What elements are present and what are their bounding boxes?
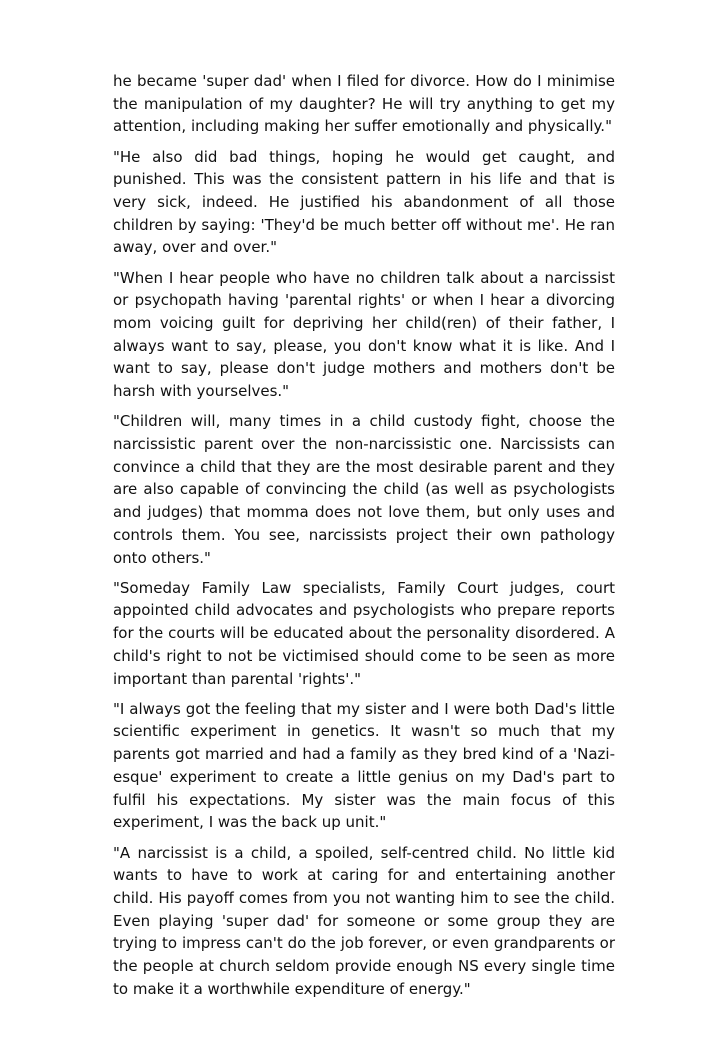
paragraph-6: "I always got the feeling that my sister and I were both Dad's little scientific experiment in genetics. It wasn't so much that my parents got married and had a family as they bred kind of a 'Nazi-esque' experiment to create a little genius on my Dad's part to fulfil his expectations. My sister was the main focus of this experiment, I was the back up unit."	[113, 699, 615, 832]
paragraph-4: "Children will, many times in a child custody fight, choose the narcissistic parent over the non-narcissistic one. Narcissists can convince a child that they are the most desirable parent and they are also capable of convincing the child (as well as psychologists and judges) that momma does not love them, but only uses and controls them. You see, narcissists project their own pathology onto others."	[113, 412, 615, 567]
paragraph-2: "He also did bad things, hoping he would get caught, and punished. This was the consistent pattern in his life and that is very sick, indeed. He justified his abandonment of all those children by saying: 'They'd be much better off without me'. He ran away, over and over."	[113, 147, 615, 257]
document-page	[113, 70, 615, 1008]
paragraph-3: "When I hear people who have no children talk about a narcissist or psychopath having 'parental rights' or when I hear a divorcing mom voicing guilt for depriving her child(ren) of their father, I always want to say, please, you don't know what it is like. And I want to say, please don't judge mothers and mothers don't be harsh with yourselves."	[113, 268, 615, 401]
paragraph-1: he became 'super dad' when I filed for divorce. How do I minimise the manipulation of my daughter? He will try anything to get my attention, including making her suffer emotionally and physically."	[113, 72, 615, 136]
paragraph-7: "A narcissist is a child, a spoiled, self-centred child. No little kid wants to have to work at caring for and entertaining another child. His payoff comes from you not wanting him to see the child. Even playing 'super dad' for someone or some group they are trying to impress can't do the job forever, or even grandparents or the people at church seldom provide enough NS every single time to make it a worthwhile expenditure of energy."	[113, 843, 615, 998]
paragraph-5: "Someday Family Law specialists, Family Court judges, court appointed child advocates and psychologists who prepare reports for the courts will be educated about the personality disordered. A child's right to not be victimised should come to be seen as more important than parental 'rights'."	[113, 578, 615, 688]
